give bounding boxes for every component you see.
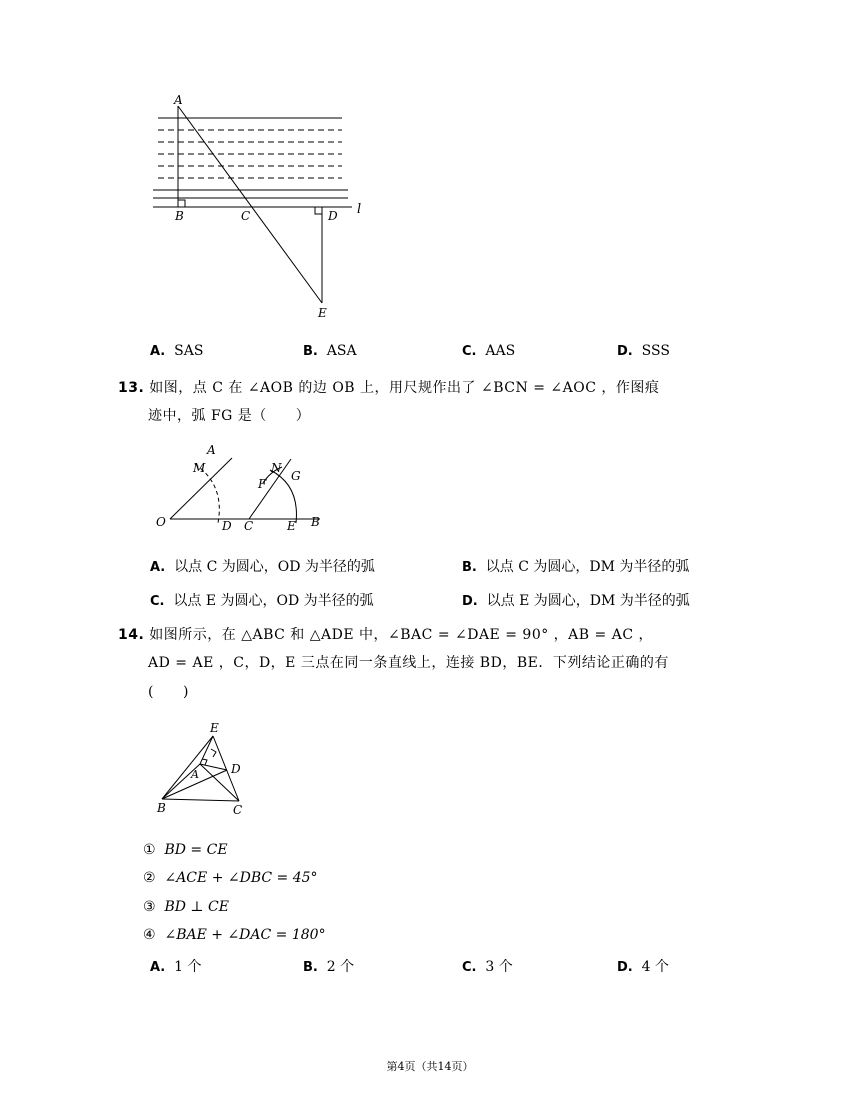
q13-label-N: N	[271, 461, 282, 475]
q14-figure	[150, 715, 260, 820]
q14-option-d[interactable]: D. 4 个	[617, 959, 669, 975]
q12-label-D: D	[328, 209, 338, 223]
q13-label-A: A	[207, 443, 216, 457]
q13-option-d[interactable]: D. 以点 E 为圆心，DM 为半径的弧	[462, 593, 690, 609]
q12-label-C: C	[241, 209, 251, 223]
q14-label-E: E	[210, 721, 219, 735]
q14-label-D: D	[231, 762, 241, 776]
q12-label-A: A	[174, 93, 183, 107]
q14-stem-line3: ( )	[148, 684, 189, 700]
q13-option-b[interactable]: B. 以点 C 为圆心，DM 为半径的弧	[462, 559, 690, 575]
q13-option-a[interactable]: A. 以点 C 为圆心，OD 为半径的弧	[150, 559, 375, 575]
q14-stem-line2: AD = AE ，C，D，E 三点在同一条直线上，连接 BD，BE．下列结论正确的有	[148, 655, 669, 671]
q14-statement-1: ① BD = CE	[143, 842, 228, 858]
q12-label-B: B	[175, 209, 184, 223]
q13-stem-line2: 迹中，弧 FG 是（ ）	[148, 408, 311, 424]
q14-statement-2: ② ∠ACE + ∠DBC = 45°	[143, 870, 318, 886]
q13-label-E: E	[287, 519, 296, 533]
q14-label-C: C	[233, 803, 243, 817]
q14-label-A: A	[191, 768, 199, 781]
q12-figure	[140, 85, 380, 320]
q12-option-c[interactable]: C. AAS	[462, 343, 516, 359]
q13-label-G: G	[291, 469, 301, 483]
q12-label-l: l	[357, 202, 362, 217]
q14-option-a[interactable]: A. 1 个	[150, 959, 202, 975]
q12-option-a[interactable]: A. SAS	[150, 343, 204, 359]
q13-label-D: D	[222, 519, 232, 533]
q12-option-b[interactable]: B. ASA	[303, 343, 357, 359]
page-number-footer: 第4页（共14页）	[386, 1060, 474, 1073]
q14-label-B: B	[157, 801, 166, 815]
q12-label-E: E	[318, 306, 327, 320]
q13-label-O: O	[156, 515, 166, 529]
q13-label-C: C	[244, 519, 254, 533]
q14-option-b[interactable]: B. 2 个	[303, 959, 355, 975]
q12-option-d[interactable]: D. SSS	[617, 343, 670, 359]
q13-label-F: F	[258, 477, 267, 491]
q14-statement-4: ④ ∠BAE + ∠DAC = 180°	[143, 927, 326, 943]
q14-stem-line1: 14. 如图所示，在 △ABC 和 △ADE 中，∠BAC = ∠DAE = 90° ，AB = AC ，	[118, 627, 653, 643]
q13-stem-line1: 13. 如图，点 C 在 ∠AOB 的边 OB 上，用尺规作出了 ∠BCN = ∠AOC ，作图痕	[118, 380, 660, 396]
q14-option-c[interactable]: C. 3 个	[462, 959, 513, 975]
q14-statement-3: ③ BD ⊥ CE	[143, 899, 229, 915]
q13-option-c[interactable]: C. 以点 E 为圆心，OD 为半径的弧	[150, 593, 374, 609]
q13-label-B: B	[311, 515, 320, 529]
q13-figure	[150, 440, 330, 535]
q13-label-M: M	[193, 461, 206, 475]
